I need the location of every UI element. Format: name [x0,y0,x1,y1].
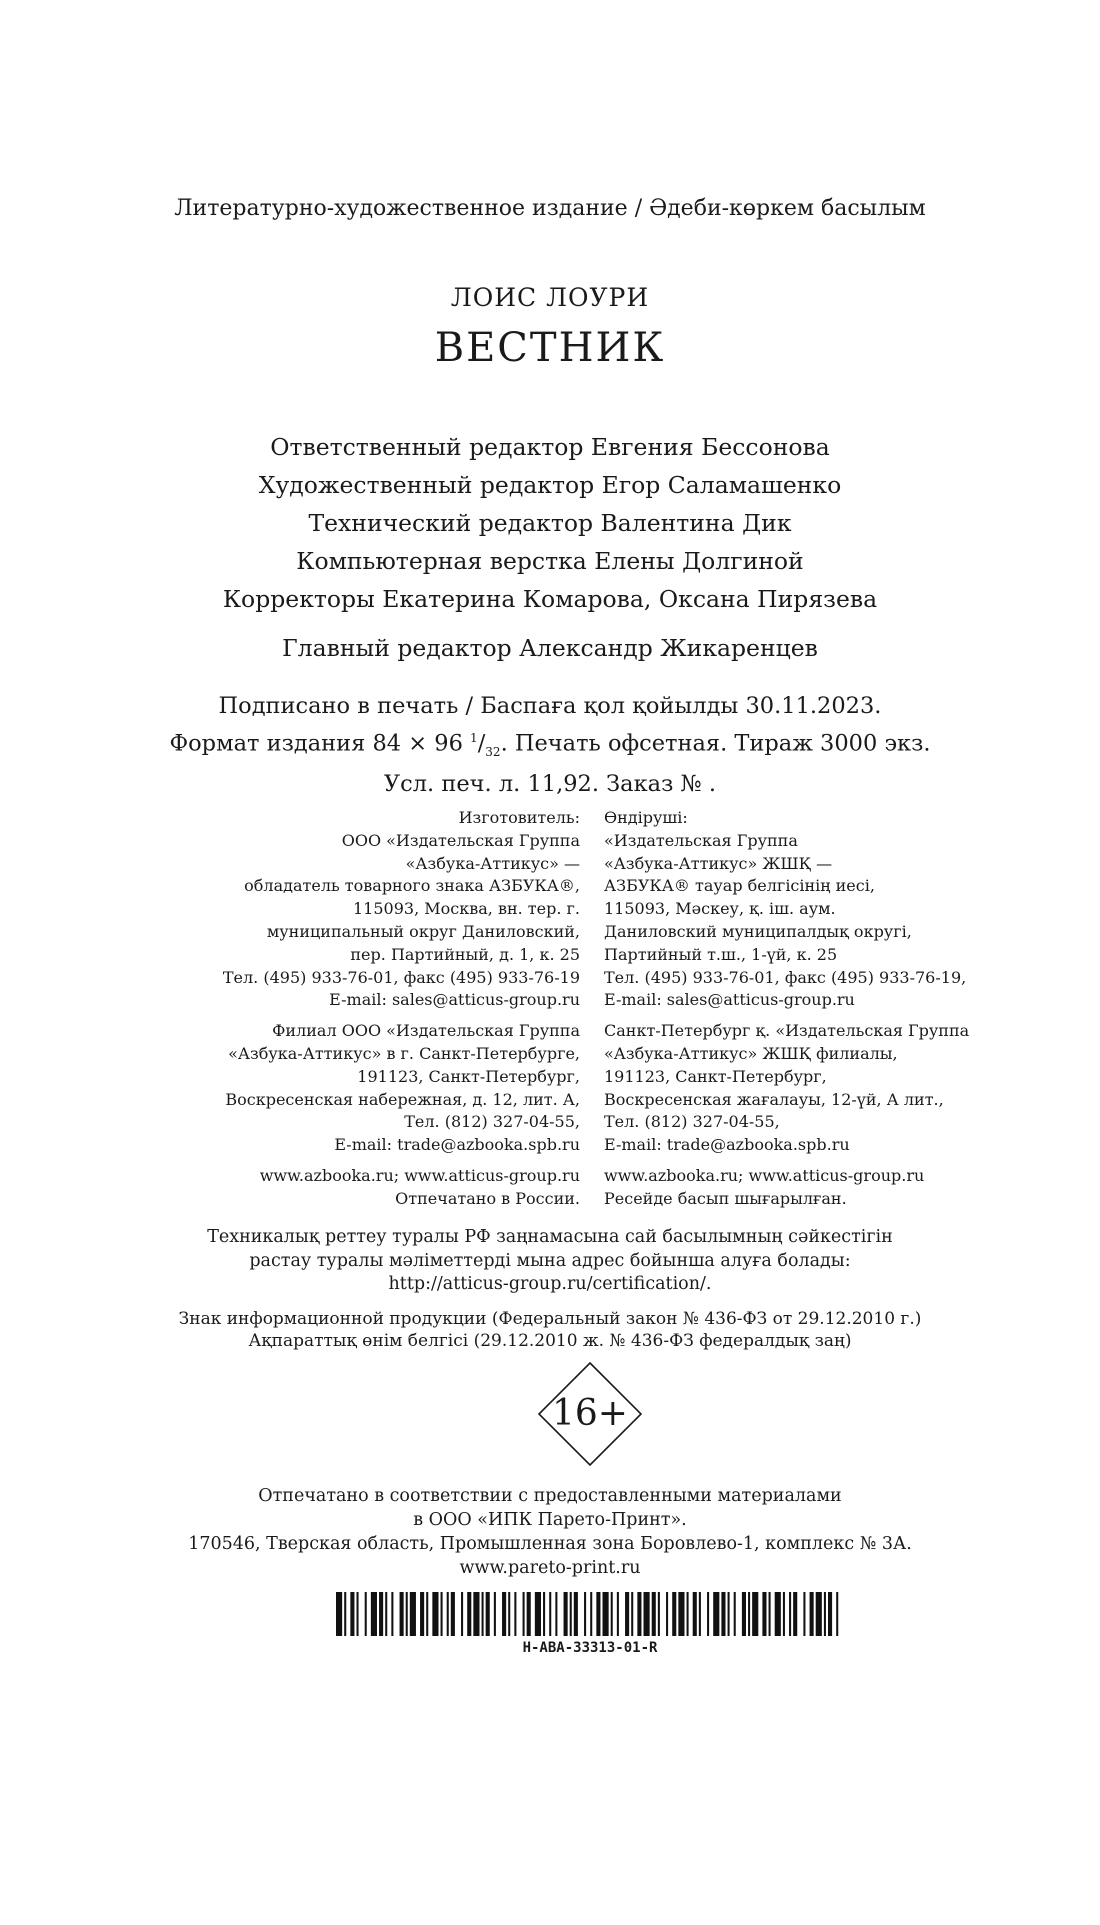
barcode-bar [379,1592,383,1636]
barcode-bar [603,1592,609,1636]
barcode-bar [666,1592,668,1636]
barcode-bar [693,1592,697,1636]
staff-list [0,428,1100,618]
info-sign [0,1308,1100,1352]
manufacturer-ru-line: Изготовитель: [458,808,580,827]
barcode-bar [486,1592,490,1636]
web-kz-line: Ресейде басып шығарылған. [604,1188,847,1208]
tech-line: Техникалық реттеу туралы РФ заңнамасына сай басылымның сәйкестігін [207,1227,893,1247]
barcode-bar [644,1592,650,1636]
barcode-bar [344,1592,346,1636]
barcode-bar [410,1592,416,1636]
printer-line: в ООО «ИПК Парето-Принт». [413,1510,687,1530]
manufacturer-kz-line: «Издательская Группа [604,830,798,850]
barcode-bar [769,1592,771,1636]
barcode-bar [447,1592,449,1636]
barcode-bar [713,1592,719,1636]
barcode-bar [400,1592,404,1636]
branch-ru-line: Тел. (812) 327-04-55, [404,1112,580,1132]
barcode-bar [596,1592,600,1636]
barcode-bar [350,1592,354,1636]
barcode-bar [783,1592,785,1636]
staff-line: Корректоры Екатерина Комарова, Оксана Пирязева [222,585,878,613]
branch-kz-line: Санкт-Петербург қ. «Издательская Группа [604,1021,970,1041]
barcode-bar [527,1592,531,1636]
barcode-code: H-ABA-33313-01-R [522,1640,658,1656]
barcode-bar [699,1592,701,1636]
barcode-bar [652,1592,656,1636]
web-ru-line: www.azbooka.ru; www.atticus-group.ru [259,1165,580,1185]
imprint-column-kz [604,807,969,1211]
barcode-bar [672,1592,676,1636]
branch-ru-line: E-mail: trade@azbooka.spb.ru [334,1135,580,1155]
printer-line: www.pareto-print.ru [459,1558,641,1578]
barcode-bar [678,1592,684,1636]
barcode-bar [482,1592,484,1636]
barcode-bar [451,1592,455,1636]
age-rating-badge [538,1362,642,1466]
barcode-bar [631,1592,633,1636]
barcode-bar [385,1592,387,1636]
barcode-bar [810,1592,814,1636]
branch-kz-line: E-mail: trade@azbooka.spb.ru [604,1135,850,1155]
barcode-bar [508,1592,510,1636]
barcode-bar [590,1592,592,1636]
barcode-bar [555,1592,557,1636]
staff-line: Ответственный редактор Евгения Бессонова [270,433,830,461]
barcode-bar [707,1592,709,1636]
manufacturer-kz-line: Тел. (495) 933-76-01, факс (495) 933-76-19, [604,967,967,987]
barcode-bar [336,1592,342,1636]
barcode-bar [357,1592,359,1636]
barcode-bar [687,1592,689,1636]
barcode-bar [461,1592,463,1636]
manufacturer-ru-line: 115093, Москва, вн. тер. г. [353,899,580,919]
manufacturer-ru-line: обладатель товарного знака АЗБУКА®, [244,876,580,896]
barcode-bar [625,1592,629,1636]
barcode-bar [803,1592,805,1636]
staff-line: Компьютерная верстка Елены Долгиной [296,547,804,575]
barcode-bar [441,1592,443,1636]
info-sign-line: Знак информационной продукции (Федеральный закон № 436-ФЗ от 29.12.2010 г.) [178,1309,922,1329]
format-numerator: 1 [470,731,478,745]
genre-line: Литературно-художественное издание / Әдеби-көркем басылым [174,196,926,221]
barcode-bar [564,1592,568,1636]
printer-info [0,1484,1100,1580]
barcode-bar [502,1592,506,1636]
barcode-bar [824,1592,826,1636]
barcode-bar [365,1592,367,1636]
manufacturer-kz-line: Өндіруші: [604,808,688,827]
chief-editor: Главный редактор Александр Жикаренцев [282,634,818,662]
barcode-bar [816,1592,822,1636]
branch-ru-line: Филиал ООО «Издательская Группа [272,1021,580,1041]
info-sign-line: Ақпараттық өнім белгісі (29.12.2010 ж. № 436-ФЗ федералдық заң) [248,1331,852,1351]
barcode-bar [514,1592,516,1636]
barcode-bar [789,1592,791,1636]
manufacturer-ru-line: E-mail: sales@atticus-group.ru [329,990,580,1010]
age-rating-text: 16+ [552,1393,628,1434]
manufacturer-ru-line: «Азбука-Аттикус» — [405,853,580,873]
manufacturer-ru-line: пер. Партийный, д. 1, к. 25 [350,944,580,964]
branch-kz-line: Воскресенская жағалауы, 12-үй, А лит., [604,1089,944,1109]
barcode-bar [574,1592,578,1636]
barcode-bar [426,1592,428,1636]
printer-line: Отпечатано в соответствии с предоставленными материалами [258,1486,842,1506]
barcode-bar [721,1592,725,1636]
barcode-bar [420,1592,424,1636]
barcode-bar [391,1592,393,1636]
barcode-bar [473,1592,479,1636]
manufacturer-kz-line: АЗБУКА® тауар белгісінің иесі, [604,876,875,896]
tech-line: растау туралы мәліметтерді мына адрес бойынша алуға болады: [249,1250,851,1271]
barcode-bar [494,1592,496,1636]
barcode-bar [406,1592,408,1636]
barcode-bar [371,1592,377,1636]
barcode-bar [432,1592,438,1636]
manufacturer-ru-line: Тел. (495) 933-76-01, факс (495) 933-76-19 [222,967,580,987]
branch-ru-line: Воскресенская набережная, д. 12, лит. А, [225,1089,580,1109]
staff-line: Технический редактор Валентина Дик [308,509,792,537]
branch-kz-line: 191123, Санкт-Петербург, [604,1066,827,1086]
manufacturer-kz-line: Даниловский муниципалдық округі, [604,921,912,941]
format-suffix: . Печать офсетная. Тираж 3000 экз. [500,730,931,757]
barcode-bar [793,1592,797,1636]
format-line: Формат издания 84 × 96 $^1/_{32}$. Печать офсетная. Тираж 3000 экз. [169,730,931,759]
barcode-bar [752,1592,758,1636]
barcode-bar [836,1592,838,1636]
web-ru-line: Отпечатано в России. [395,1188,580,1208]
format-prefix: Формат издания 84 × 96 [169,730,471,757]
barcode-bar [775,1592,781,1636]
barcode-bar [658,1592,660,1636]
barcode-bar [523,1592,525,1636]
branch-ru-line: «Азбука-Аттикус» в г. Санкт-Петербурге, [228,1043,580,1063]
barcode-bar [611,1592,613,1636]
branch-ru-line: 191123, Санкт-Петербург, [357,1066,580,1086]
staff-line: Художественный редактор Егор Саламашенко [258,471,842,499]
book-title: ВЕСТНИК [434,325,666,371]
branch-kz-line: Тел. (812) 327-04-55, [604,1112,780,1132]
printer-line: 170546, Тверская область, Промышленная зона Боровлево-1, комплекс № 3А. [188,1534,912,1554]
barcode-bar [734,1592,736,1636]
imprint-column-ru [223,807,580,1211]
barcode-bar [617,1592,619,1636]
manufacturer-kz-line: E-mail: sales@atticus-group.ru [604,990,855,1010]
manufacturer-ru-line: муниципальный округ Даниловский, [266,921,580,941]
barcode-bar [762,1592,766,1636]
barcode-image [336,1592,844,1636]
tech-regulation [0,1226,1100,1297]
sheets-line: Усл. печ. л. 11,92. Заказ № . [383,771,717,797]
barcode-bar [549,1592,551,1636]
barcode-bar [584,1592,586,1636]
barcode-bar [742,1592,746,1636]
barcode-bar [637,1592,641,1636]
barcode-bar [535,1592,541,1636]
manufacturer-ru-line: ООО «Издательская Группа [341,830,580,850]
barcode-bar [570,1592,572,1636]
tech-line: http://atticus-group.ru/certification/. [388,1274,712,1294]
format-denominator: 32 [485,745,501,759]
manufacturer-kz-line: 115093, Мәскеу, қ. іш. аум. [604,899,836,919]
manufacturer-kz-line: Партийный т.ш., 1-үй, к. 25 [604,944,838,964]
print-info [0,690,1100,800]
barcode-bar [728,1592,730,1636]
signed-line: Подписано в печать / Баспаға қол қойылды 30.11.2023. [218,693,882,719]
web-kz-line: www.azbooka.ru; www.atticus-group.ru [604,1165,925,1185]
author-name: ЛОИС ЛОУРИ [450,283,650,312]
barcode-bar [467,1592,471,1636]
barcode-bar [748,1592,750,1636]
barcode-bar [543,1592,545,1636]
manufacturer-kz-line: «Азбука-Аттикус» ЖШҚ — [604,853,833,873]
barcode-bar [828,1592,832,1636]
branch-kz-line: «Азбука-Аттикус» ЖШҚ филиалы, [604,1043,898,1063]
